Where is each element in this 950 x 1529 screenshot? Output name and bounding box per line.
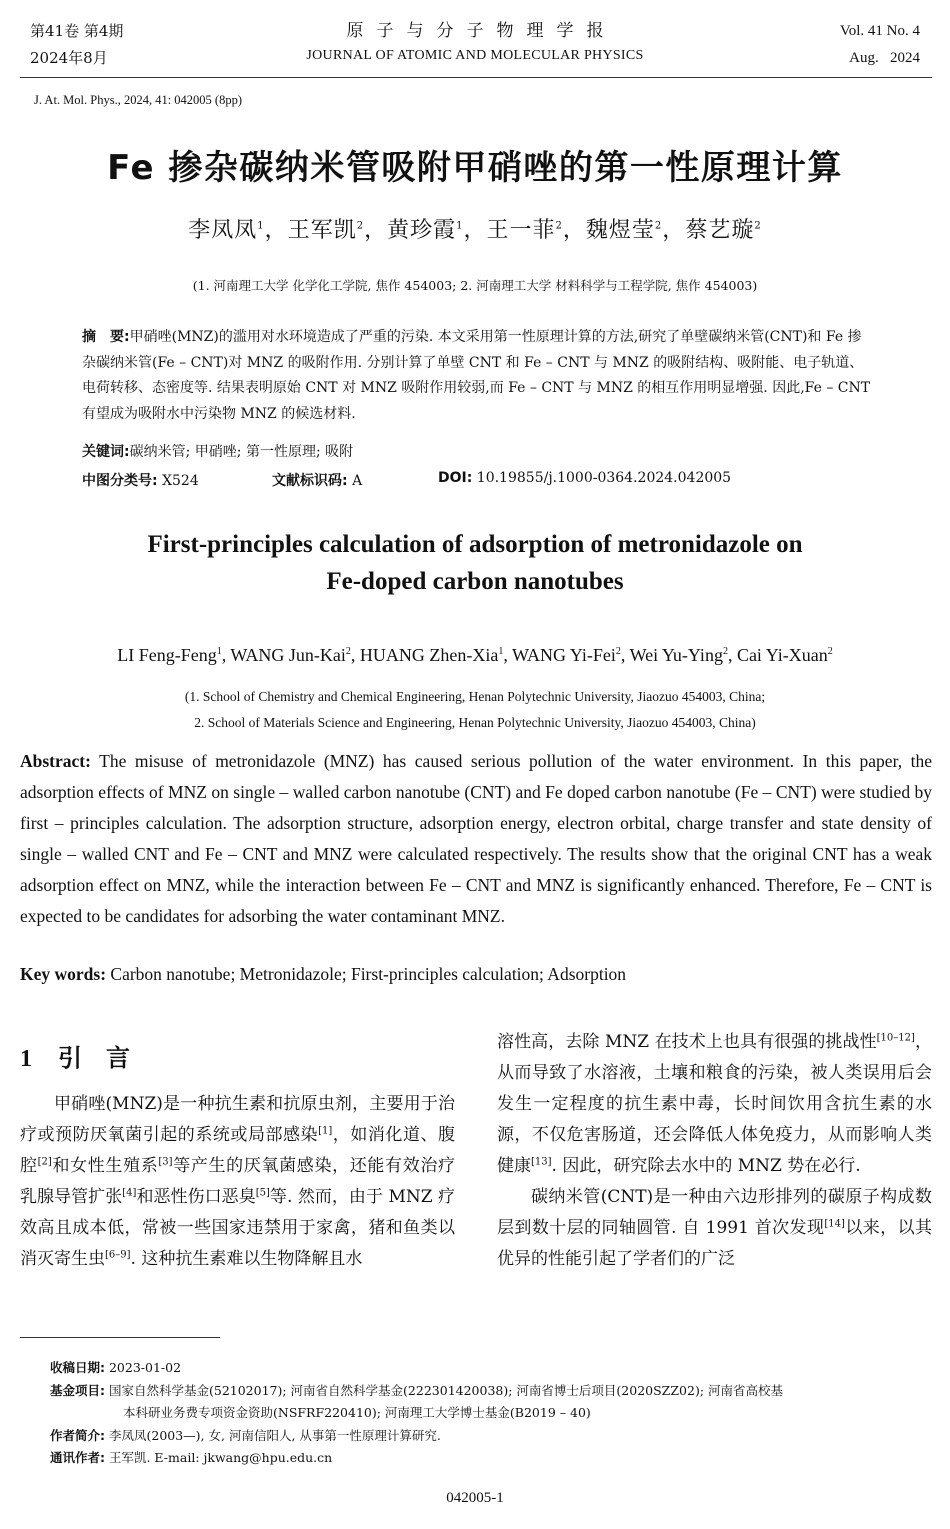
keywords-cn bbox=[82, 441, 872, 461]
citation[interactable]: [2] bbox=[37, 1156, 52, 1168]
body-text: . 因此，研究除去水中的 MNZ 势在必行. bbox=[551, 1156, 861, 1176]
doi-link[interactable]: 10.19855/j.1000-0364.2024.042005 bbox=[476, 470, 732, 486]
body-text: 碳纳米管(CNT)是一种由六边形排列的碳原子构成数层到数十层的同轴圆管. 自 1991 首次发现 bbox=[497, 1187, 932, 1238]
author-affiliation-mark: 1 bbox=[456, 220, 464, 232]
affiliation-cn: (1. 河南理工大学 化学化工学院, 焦作 454003; 2. 河南理工大学 材料科学与工程学院, 焦作 454003) bbox=[192, 278, 758, 293]
volume-issue-cn: 第41卷 第4期 bbox=[30, 22, 124, 40]
keywords-cn-text: 碳纳米管; 甲硝唑; 第一性原理; 吸附 bbox=[129, 444, 354, 460]
author-affiliation-mark: 2 bbox=[722, 646, 728, 657]
authors-cn: 李凤凤$^1$，王军凯$^2$，黄珍霞$^1$，王一菲$^2$，魏煜莹$^2$，蔡艺璇$^2$ bbox=[188, 218, 762, 243]
author-name: Wei Yu-Ying bbox=[629, 645, 723, 665]
body-text: 甲硝唑(MNZ)是一种抗生素和抗原虫剂，主要用于治疗或预防厌氧菌引起的系统或局部感染 bbox=[20, 1094, 455, 1145]
citation[interactable]: [6–9] bbox=[105, 1249, 131, 1261]
author-affiliation-mark: 2 bbox=[754, 220, 762, 232]
journal-name-cn: 原子与分子物理学报 bbox=[346, 21, 617, 41]
email-link[interactable]: 王军凯. E-mail: jkwang@hpu.edu.cn bbox=[108, 1450, 333, 1465]
doc-code: 文献标识码: A bbox=[272, 473, 363, 489]
author-name: Cai Yi-Xuan bbox=[736, 645, 828, 665]
author-name: 李凤凤 bbox=[188, 218, 258, 243]
title-en bbox=[0, 526, 950, 600]
body-text: ，从而导致了水溶液，土壤和粮食的污染，被人类误用后会发生一定程度的抗生素中毒，长时间饮用含抗生素的水源，不仅危害肠道，还会降低人体免疫力，从而影响人类健康 bbox=[497, 1032, 933, 1176]
body-left-column bbox=[20, 1042, 455, 1275]
author-affiliation-mark: 1 bbox=[498, 646, 504, 657]
author-name: 蔡艺璇 bbox=[685, 218, 755, 243]
author-name: 黄珍霞 bbox=[387, 218, 457, 243]
title-en-line1: First-principles calculation of adsorption of metronidazole on bbox=[147, 531, 803, 558]
abstract-en-text: The misuse of metronidazole (MNZ) has caused serious pollution of the water environment. In this paper, the adsorption effects of MNZ on single – walled carbon nanotube (CNT) and Fe doped carbon nanotube (Fe – CNT) were studied by first – principles calculation. The adsorption structure, adsorption energy, electron orbital, charge transfer and state density of single – walled CNT and Fe – CNT and MNZ were calculated respectively. The results show that the original CNT has a weak adsorption effect on MNZ, while the interaction between Fe – CNT and MNZ is significantly enhanced. Therefore, Fe – CNT is expected to be candidates for adsorbing the water contaminant MNZ. bbox=[20, 751, 932, 926]
author-affiliation-mark: 1 bbox=[216, 646, 222, 657]
keywords-en-text: Carbon nanotube; Metronidazole; First-principles calculation; Adsorption bbox=[106, 964, 627, 984]
author-name: 王军凯 bbox=[287, 218, 357, 243]
citation[interactable]: [14] bbox=[824, 1218, 845, 1230]
authors-en: LI Feng-Feng$^1$, WANG Jun-Kai$^2$, HUANG Zhen-Xia$^1$, WANG Yi-Fei$^2$, Wei Yu-Ying$^2$, Cai Yi-Xuan$^2$ bbox=[117, 645, 833, 665]
affiliation-en-line2: 2. School of Materials Science and Engineering, Henan Polytechnic University, Jiaozuo 454003, China) bbox=[194, 715, 756, 730]
date-cn: 2024年8月 bbox=[30, 49, 108, 67]
keywords-en bbox=[20, 964, 932, 985]
body-text: 等产生的厌氧菌感染，还能有效治疗乳腺导管扩张 bbox=[20, 1156, 456, 1207]
abstract-cn-label: 摘 要: bbox=[82, 329, 130, 345]
date-en: Aug. 2024 bbox=[849, 50, 920, 66]
body-text: . 这种抗生素难以生物降解且水 bbox=[130, 1249, 363, 1269]
citation[interactable]: [4] bbox=[122, 1187, 137, 1199]
keywords-cn-label: 关键词: bbox=[82, 444, 130, 460]
body-text: 和恶性伤口恶臭 bbox=[136, 1187, 256, 1207]
footnote-funding: 基金项目: 国家自然科学基金(52102017); 河南省自然科学基金(222301420038); 河南省博士后项目(2020SZZ02); 河南省高校基 本科研业务费专项资金资助(NSFRF220410); 河南理工大学博士基金(B2019 – 40) bbox=[50, 1383, 784, 1420]
body-right-column bbox=[497, 1027, 932, 1275]
section-heading bbox=[20, 1042, 455, 1075]
author-name: 王一菲 bbox=[486, 218, 556, 243]
citation[interactable]: [1] bbox=[318, 1125, 333, 1137]
paragraph-2 bbox=[497, 1027, 932, 1182]
footnote-author: 作者简介: 李凤凤(2003—), 女, 河南信阳人, 从事第一性原理计算研究. bbox=[50, 1428, 441, 1443]
footnote-corresponding: 通讯作者: 王军凯. E-mail: jkwang@hpu.edu.cn bbox=[50, 1450, 333, 1465]
affiliation-en-line1: (1. School of Chemistry and Chemical Engineering, Henan Polytechnic University, Jiaozuo 454003, China; bbox=[184, 689, 766, 704]
clc-code: 中图分类号: X524 bbox=[82, 473, 199, 489]
section-number: 1 bbox=[20, 1046, 32, 1072]
title-cn: Fe 掺杂碳纳米管吸附甲硝唑的第一性原理计算 bbox=[107, 148, 843, 188]
author-affiliation-mark: 2 bbox=[615, 646, 621, 657]
body-text: 溶性高，去除 MNZ 在技术上也具有很强的挑战性 bbox=[497, 1032, 877, 1052]
doi: DOI: 10.19855/j.1000-0364.2024.042005 bbox=[438, 470, 732, 486]
journal-header bbox=[30, 18, 920, 78]
body-text: 和女性生殖系 bbox=[51, 1156, 159, 1176]
author-name: LI Feng-Feng bbox=[117, 645, 217, 665]
author-affiliation-mark: 1 bbox=[257, 220, 265, 232]
citation[interactable]: [10–12] bbox=[876, 1032, 915, 1044]
abstract-en-label: Abstract: bbox=[20, 751, 91, 771]
body-text: ，如消化道、腹腔 bbox=[20, 1125, 456, 1176]
author-name: 魏煜莹 bbox=[585, 218, 655, 243]
header-center bbox=[30, 18, 920, 68]
author-name: HUANG Zhen-Xia bbox=[359, 645, 499, 665]
header-right bbox=[840, 18, 920, 72]
body-text: 等. 然而，由于 MNZ 疗效高且成本低，常被一些国家违禁用于家禽，猪和鱼类以消灭寄生虫 bbox=[20, 1187, 455, 1269]
author-affiliation-mark: 2 bbox=[827, 646, 833, 657]
abstract-cn bbox=[82, 325, 872, 427]
abstract-cn-text: 甲硝唑(MNZ)的滥用对水环境造成了严重的污染. 本文采用第一性原理计算的方法,研究了单壁碳纳米管(CNT)和 Fe 掺杂碳纳米管(Fe – CNT)对 MNZ 的吸附作用. 分别计算了单壁 CNT 和 Fe – CNT 与 MNZ 的吸附结构、吸附能、电子轨道、电荷转移、态密度等. 结果表明原始 CNT 对 MNZ 吸附作用较弱,而 Fe – CNT 与 MNZ 的相互作用明显增强. 因此,Fe – CNT 有望成为吸附水中污染物 MNZ 的候选材料. bbox=[82, 329, 871, 422]
citation[interactable]: [13] bbox=[531, 1156, 552, 1168]
title-en-line2: Fe-doped carbon nanotubes bbox=[326, 568, 624, 595]
section-title: 引 言 bbox=[58, 1044, 130, 1072]
keywords-en-label: Key words: bbox=[20, 964, 107, 984]
page-number: 042005-1 bbox=[446, 1490, 504, 1506]
author-affiliation-mark: 2 bbox=[356, 220, 365, 232]
journal-reference: J. At. Mol. Phys., 2024, 41: 042005 (8pp) bbox=[34, 93, 243, 107]
citation[interactable]: [5] bbox=[255, 1187, 270, 1199]
header-rule bbox=[20, 77, 932, 78]
author-affiliation-mark: 2 bbox=[555, 220, 563, 232]
journal-name-en: JOURNAL OF ATOMIC AND MOLECULAR PHYSICS bbox=[306, 48, 644, 63]
citation[interactable]: [3] bbox=[158, 1156, 173, 1168]
footnote-rule bbox=[20, 1337, 220, 1338]
author-name: WANG Jun-Kai bbox=[230, 645, 346, 665]
abstract-en bbox=[20, 746, 932, 932]
body-text: 以来，以其优异的性能引起了学者们的广泛 bbox=[497, 1218, 932, 1269]
paragraph-1 bbox=[20, 1089, 455, 1275]
author-affiliation-mark: 2 bbox=[345, 646, 351, 657]
author-affiliation-mark: 2 bbox=[654, 220, 663, 232]
footnote-received: 收稿日期: 2023-01-02 bbox=[50, 1360, 182, 1375]
volume-issue-en: Vol. 41 No. 4 bbox=[839, 23, 920, 39]
paragraph-3 bbox=[497, 1182, 932, 1275]
author-name: WANG Yi-Fei bbox=[512, 645, 616, 665]
affiliation-en bbox=[0, 684, 950, 736]
